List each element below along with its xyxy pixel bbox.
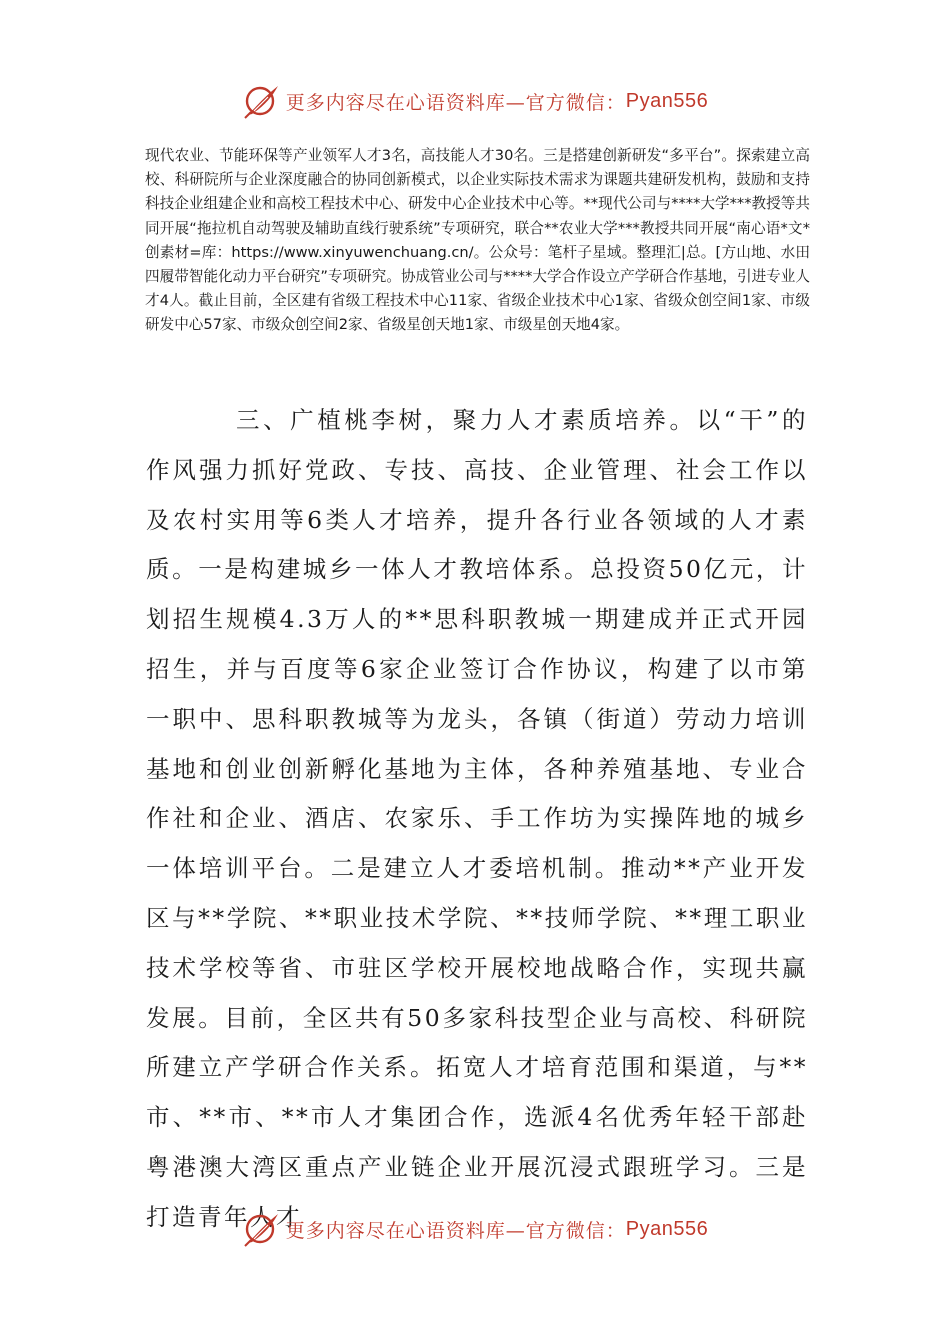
header-banner-text: 更多内容尽在心语资料库—官方微信： <box>285 91 626 114</box>
footer-banner <box>0 1207 950 1251</box>
quill-logo-icon <box>242 81 282 121</box>
header-banner <box>0 79 950 123</box>
header-wechat-id: Pyan556 <box>625 89 709 112</box>
body-small-paragraph: 现代农业、节能环保等产业领军人才3名，高技能人才30名。三是搭建创新研发“多平台”。探索建立高校、科研院所与企业深度融合的协同创新模式，以企业实际技术需求为课题共建研发机构，鼓励和支持科技企业组建企业和高校工程技术中心、研发中心企业技术中心等。**现代公司与****大学***教授等共同开展“拖拉机自动驾驶及辅助直线行驶系统”专项研究，联合**农业大学***教授共同开展“南心语*文*创素材=库：https://www.xinyuwenchuang.cn/。公众号：笔杆子星域。整理汇|总。[方山地、水田四履带智能化动力平台研究”专项研究。协成管业公司与****大学合作设立产学研合作基地，引进专业人才4人。截止目前，全区建有省级工程技术中心11家、省级企业技术中心1家、省级众创空间1家、市级研发中心57家、市级众创空间2家、省级星创天地1家、市级星创天地4家。 <box>145 147 810 334</box>
body-large-paragraph: 三、广植桃李树，聚力人才素质培养。以“干”的作风强力抓好党政、专技、高技、企业管理、社会工作以及农村实用等6类人才培养，提升各行业各领域的人才素质。一是构建城乡一体人才教培体系。总投资50亿元，计划招生规模4.3万人的**思科职教城一期建成并正式开园招生，并与百度等6家企业签订合作协议，构建了以市第一职中、思科职教城等为龙头，各镇（街道）劳动力培训基地和创业创新孵化基地为主体，各种养殖基地、专业合作社和企业、酒店、农家乐、手工作坊为实操阵地的城乡一体培训平台。二是建立人才委培机制。推动**产业开发区与**学院、**职业技术学院、**技师学院、**理工职业技术学校等省、市驻区学校开展校地战略合作，实现共赢发展。目前，全区共有50多家科技型企业与高校、科研院所建立产学研合作关系。拓宽人才培育范围和渠道，与**市、**市、**市人才集团合作，选派4名优秀年轻干部赴粤港澳大湾区重点产业链企业开展沉浸式跟班学习。三是打造青年人才 <box>146 406 808 1231</box>
quill-logo-icon <box>242 1209 282 1249</box>
footer-wechat-id: Pyan556 <box>625 1217 709 1240</box>
footer-banner-text: 更多内容尽在心语资料库—官方微信： <box>285 1219 626 1242</box>
